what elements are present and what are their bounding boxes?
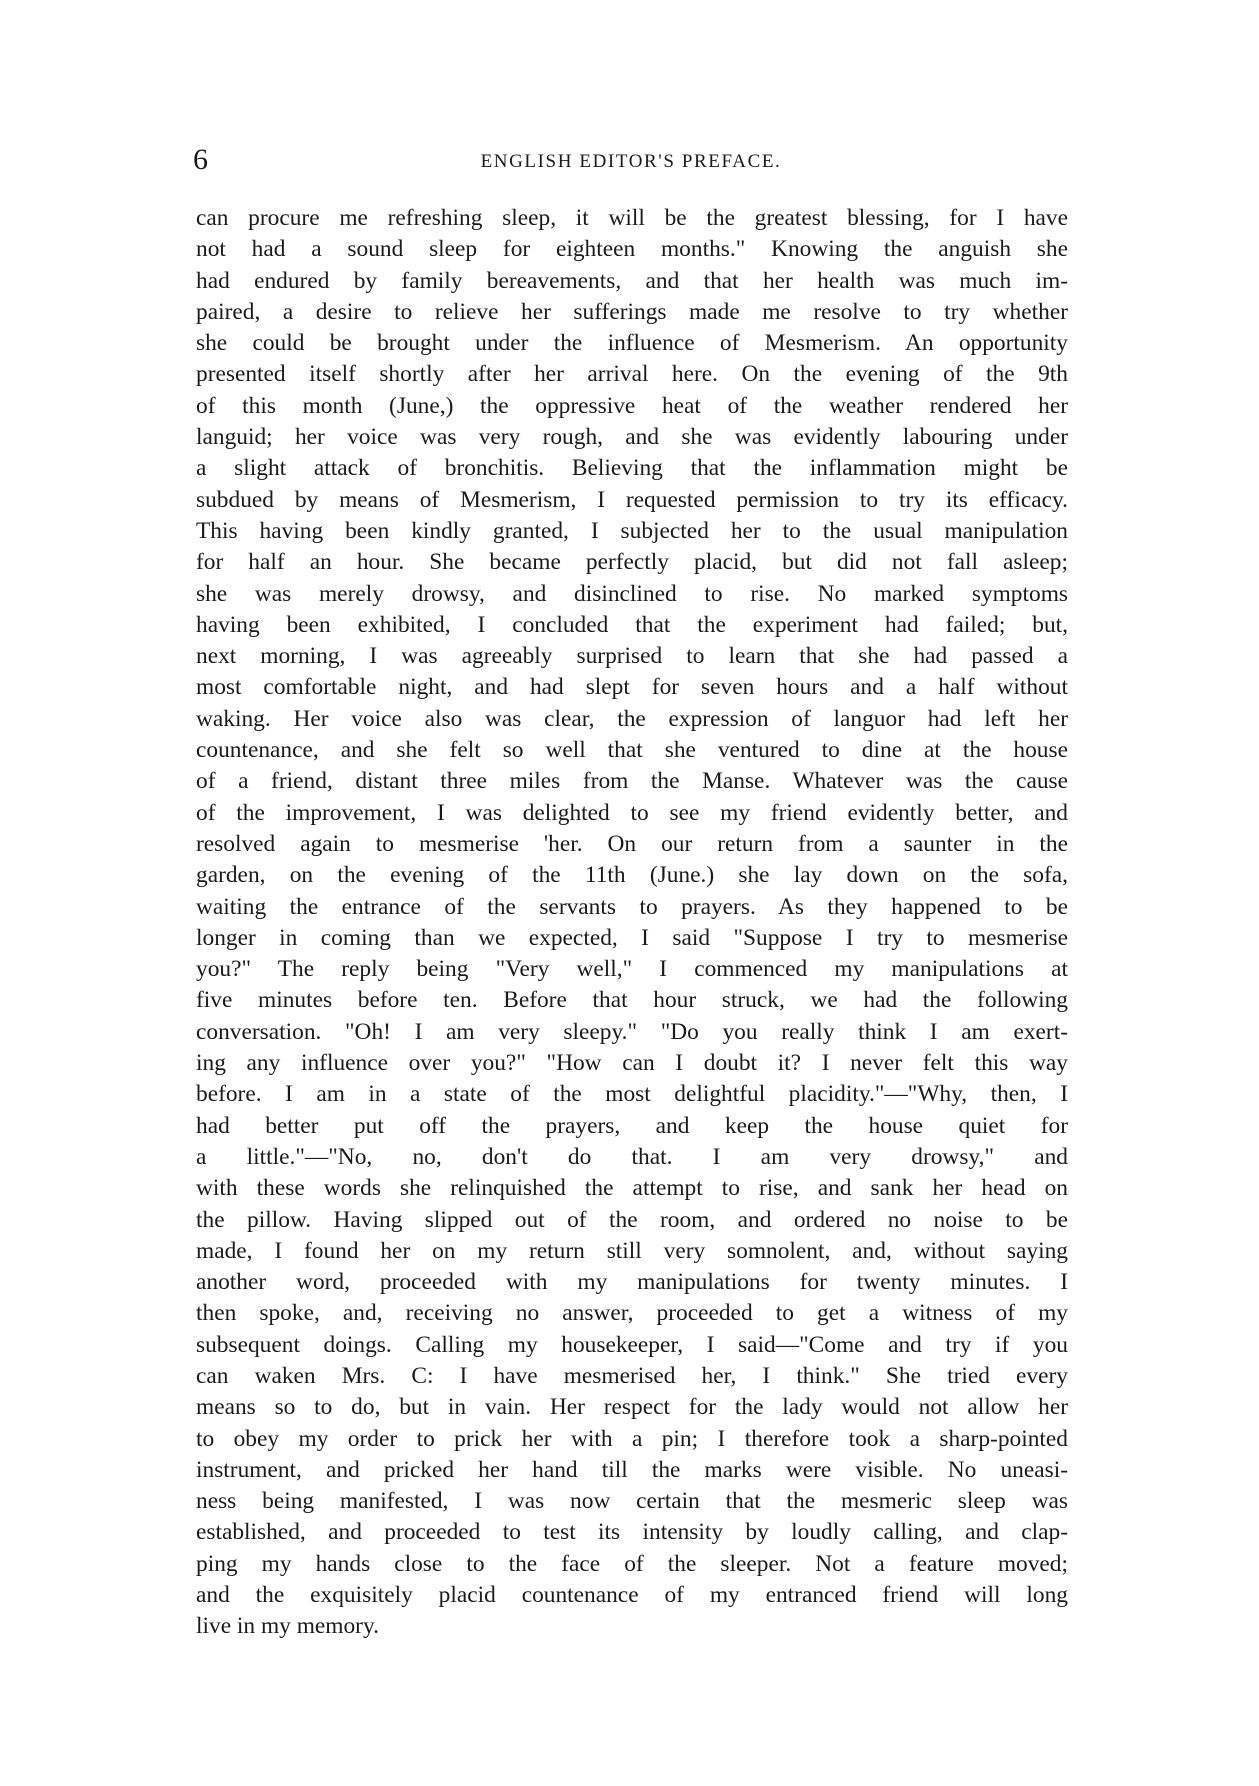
text-line: of this month (June,) the oppressive heat of the weather rendered her	[196, 392, 1068, 419]
text-line: languid; her voice was very rough, and she was evidently labouring under	[196, 424, 1068, 451]
text-line: countenance, and she felt so well that she ventured to dine at the house	[196, 737, 1068, 764]
text-line: had better put off the prayers, and keep the house quiet for	[196, 1112, 1068, 1139]
text-line: had endured by family bereavements, and that her health was much im-	[196, 267, 1068, 294]
running-head: ENGLISH EDITOR'S PREFACE.	[480, 151, 782, 172]
text-line: five minutes before ten. Before that hour struck, we had the following	[196, 987, 1068, 1014]
text-line: ness being manifested, I was now certain that the mesmeric sleep was	[196, 1488, 1068, 1515]
page-number: 6	[193, 143, 208, 176]
text-line: to obey my order to prick her with a pin; I therefore took a sharp-pointed	[196, 1425, 1068, 1452]
text-line: with these words she relinquished the attempt to rise, and sank her head on	[196, 1175, 1068, 1202]
text-line: waking. Her voice also was clear, the expression of languor had left her	[196, 705, 1068, 732]
page-header	[193, 140, 1069, 180]
text-line: before. I am in a state of the most delightful placidity."—"Why, then, I	[196, 1081, 1068, 1108]
text-line: means so to do, but in vain. Her respect for the lady would not allow her	[196, 1394, 1068, 1421]
text-line: subsequent doings. Calling my housekeeper, I said—"Come and try if you	[196, 1331, 1068, 1358]
text-line: not had a sound sleep for eighteen months." Knowing the anguish she	[196, 236, 1068, 263]
text-line: she was merely drowsy, and disinclined to rise. No marked symptoms	[196, 580, 1068, 607]
text-line: This having been kindly granted, I subjected her to the usual manipulation	[196, 517, 1068, 544]
text-line: the pillow. Having slipped out of the room, and ordered no noise to be	[196, 1206, 1068, 1233]
text-line: can procure me refreshing sleep, it will be the greatest blessing, for I have	[196, 205, 1068, 231]
text-line: then spoke, and, receiving no answer, proceeded to get a witness of my	[196, 1300, 1068, 1327]
text-line: of the improvement, I was delighted to see my friend evidently better, and	[196, 799, 1068, 826]
text-line: established, and proceeded to test its intensity by loudly calling, and clap-	[196, 1519, 1068, 1546]
text-line: next morning, I was agreeably surprised to learn that she had passed a	[196, 643, 1068, 670]
text-line: paired, a desire to relieve her sufferings made me resolve to try whether	[196, 298, 1068, 325]
text-line: resolved again to mesmerise 'her. On our return from a saunter in the	[196, 830, 1068, 857]
text-line: a little."—"No, no, don't do that. I am very drowsy," and	[196, 1143, 1068, 1170]
text-line: presented itself shortly after her arrival here. On the evening of the 9th	[196, 361, 1068, 388]
text-line: you?" The reply being "Very well," I commenced my manipulations at	[196, 956, 1068, 983]
body-paragraph	[196, 203, 1068, 1643]
text-line: live in my memory.	[196, 1613, 379, 1640]
text-line: ping my hands close to the face of the sleeper. Not a feature moved;	[196, 1550, 1068, 1577]
text-line: conversation. "Oh! I am very sleepy." "Do you really think I am exert-	[196, 1018, 1068, 1045]
text-line: another word, proceeded with my manipulations for twenty minutes. I	[196, 1269, 1068, 1296]
text-line: having been exhibited, I concluded that the experiment had failed; but,	[196, 611, 1068, 638]
text-line: she could be brought under the influence of Mesmerism. An opportunity	[196, 330, 1068, 357]
text-line: a slight attack of bronchitis. Believing that the inflammation might be	[196, 455, 1068, 482]
text-line: and the exquisitely placid countenance of my entranced friend will long	[196, 1582, 1068, 1609]
text-line: waiting the entrance of the servants to prayers. As they happened to be	[196, 893, 1068, 920]
text-line: for half an hour. She became perfectly placid, but did not fall asleep;	[196, 549, 1068, 576]
text-line: of a friend, distant three miles from the Manse. Whatever was the cause	[196, 768, 1068, 795]
text-line: instrument, and pricked her hand till the marks were visible. No uneasi-	[196, 1456, 1068, 1483]
text-line: made, I found her on my return still very somnolent, and, without saying	[196, 1237, 1068, 1264]
text-line: can waken Mrs. C: I have mesmerised her, I think." She tried every	[196, 1362, 1068, 1389]
text-line: subdued by means of Mesmerism, I requested permission to try its efficacy.	[196, 486, 1068, 513]
text-line: most comfortable night, and had slept for seven hours and a half without	[196, 674, 1068, 701]
text-line: ing any influence over you?" "How can I doubt it? I never felt this way	[196, 1050, 1068, 1077]
text-line: longer in coming than we expected, I said "Suppose I try to mesmerise	[196, 924, 1068, 951]
text-line: garden, on the evening of the 11th (June.) she lay down on the sofa,	[196, 862, 1068, 889]
